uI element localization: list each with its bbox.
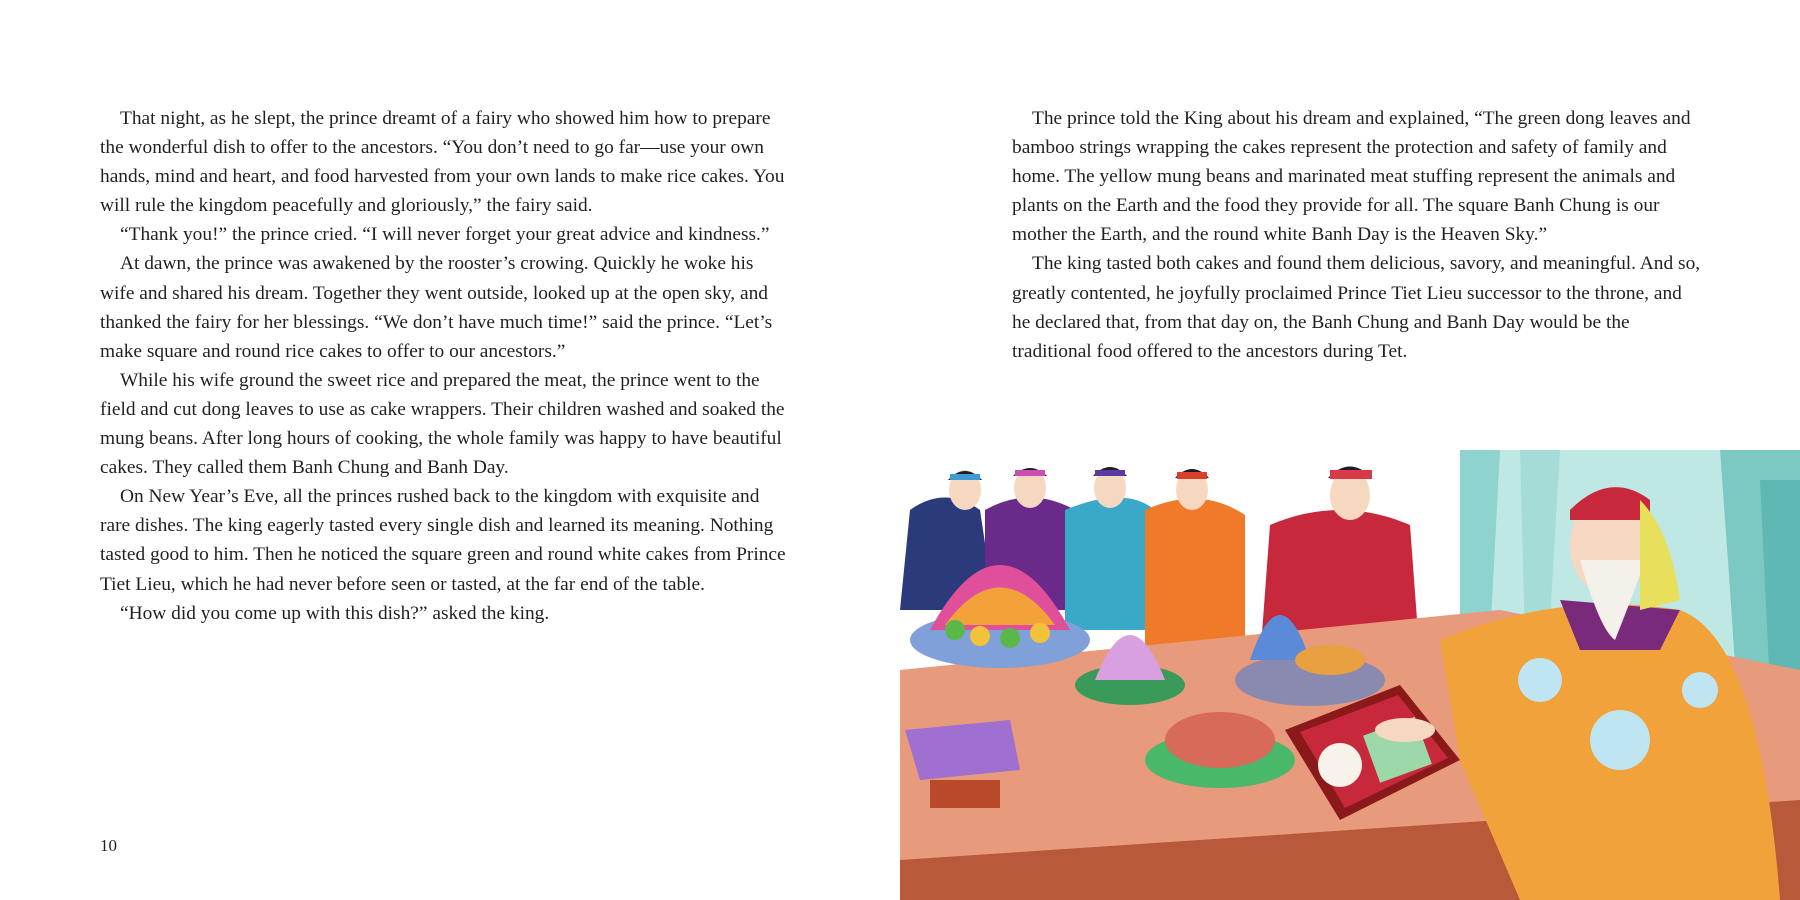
- paragraph: “Thank you!” the prince cried. “I will never forget your great advice and kindness.”: [120, 224, 770, 246]
- left-page-text: [100, 104, 790, 628]
- paragraph: At dawn, the prince was awakened by the rooster’s crowing. Quickly he woke his wife and shared his dream. Together they went outside, looked up at the open sky, and thanked the fairy for her blessings. “We don’t have much time!” said the prince. “Let’s make square and round rice cakes to offer to our ancestors.”: [100, 253, 773, 362]
- feast-illustration: [900, 440, 1800, 900]
- page-number: 10: [100, 836, 117, 855]
- right-page-text: [1012, 104, 1702, 366]
- paragraph: The king tasted both cakes and found them delicious, savory, and meaningful. And so, greatly contented, he joyfully proclaimed Prince Tiet Lieu successor to the throne, and he declared that, from that day on, the Banh Chung and Banh Day would be the traditional food offered to the ancestors during Tet.: [1012, 253, 1701, 362]
- paragraph: That night, as he slept, the prince dreamt of a fairy who showed him how to prepare the wonderful dish to offer to the ancestors. “You don’t need to go far—use your own hands, mind and heart, and food harvested from your own lands to make rice cakes. You will rule the kingdom peacefully and gloriously,” the fairy said.: [100, 108, 785, 217]
- paragraph: “How did you come up with this dish?” asked the king.: [120, 602, 550, 624]
- paragraph: The prince told the King about his dream and explained, “The green dong leaves and bamboo strings wrapping the cakes represent the protection and safety of family and home. The yellow mung beans and marinated meat stuffing represent the animals and plants on the Earth and the food they provide for all. The square Banh Chung is our mother the Earth, and the round white Banh Day is the Heaven Sky.”: [1012, 108, 1691, 246]
- right-page: [900, 0, 1800, 900]
- paragraph: While his wife ground the sweet rice and prepared the meat, the prince went to the field and cut dong leaves to use as cake wrappers. Their children washed and soaked the mung beans. After long hours of cooking, the whole family was happy to have beautiful cakes. They called them Banh Chung and Banh Day.: [100, 369, 785, 479]
- paragraph: On New Year’s Eve, all the princes rushed back to the kingdom with exquisite and rare dishes. The king eagerly tasted every single dish and learned its meaning. Nothing tasted good to him. Then he noticed the square green and round white cakes from Prince Tiet Lieu, which he had never before seen or tasted, at the far end of the table.: [100, 486, 786, 595]
